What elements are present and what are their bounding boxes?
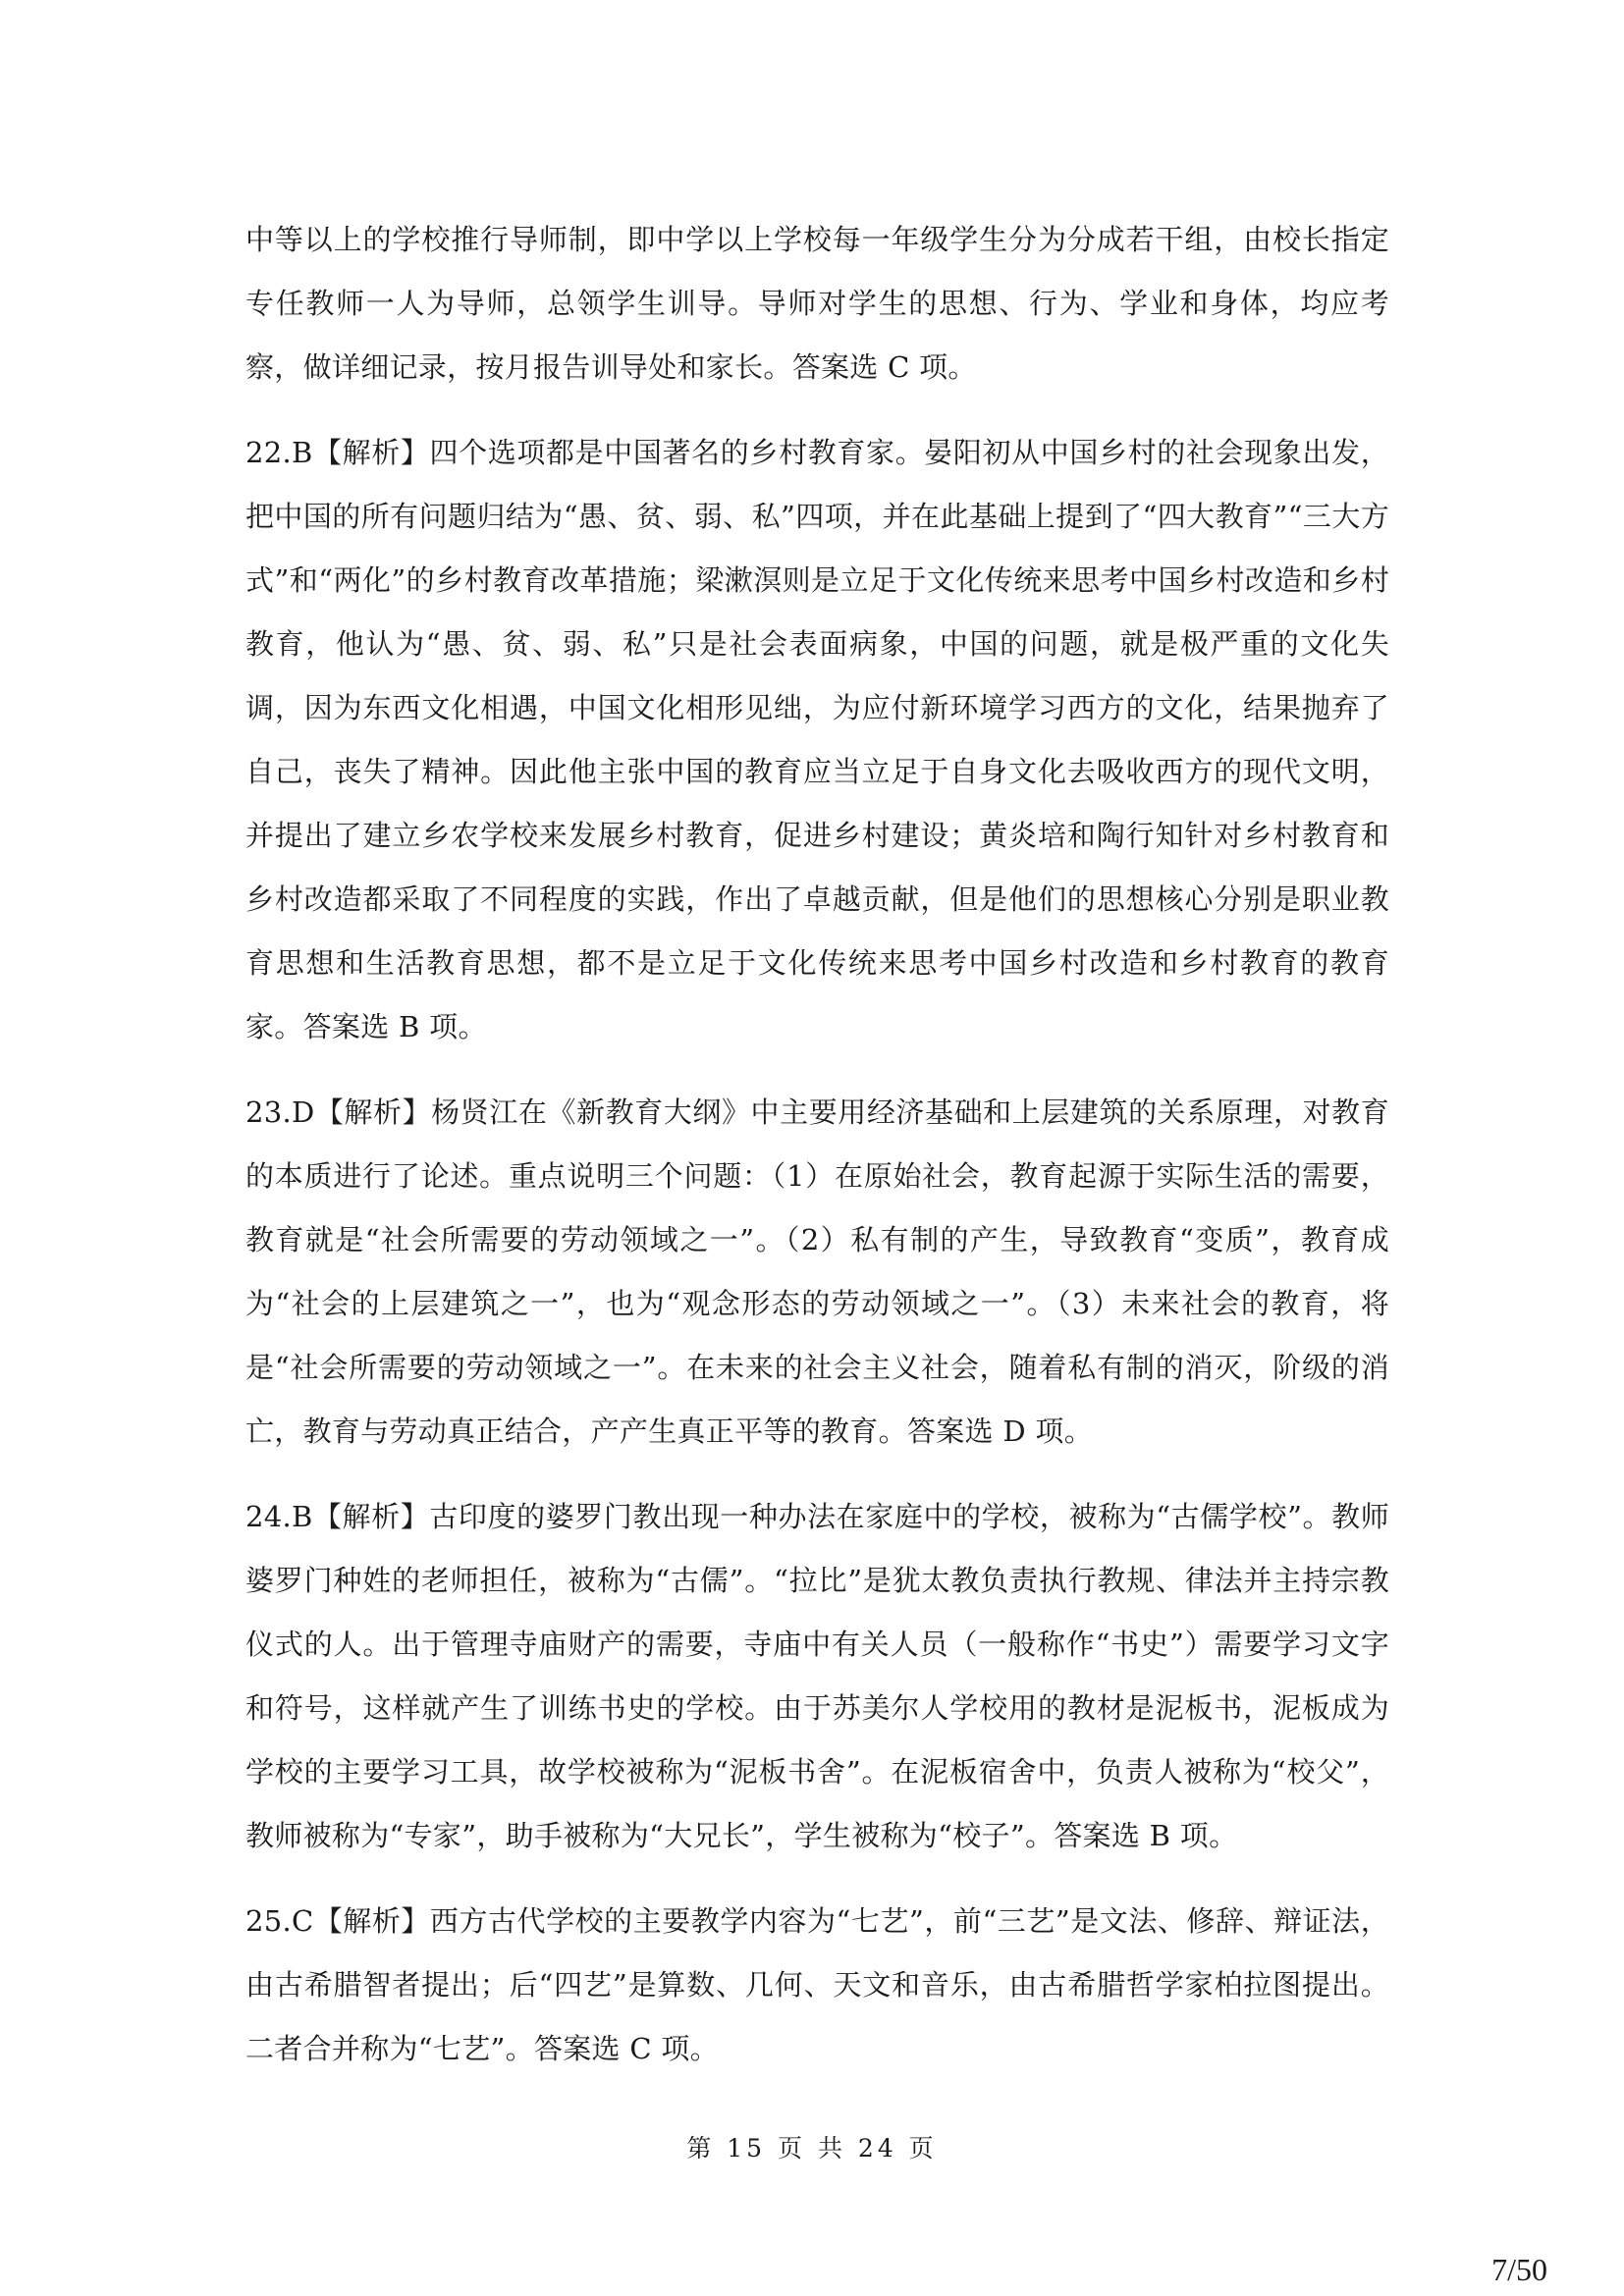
paragraph-continuation-21: 中等以上的学校推行导师制，即中学以上学校每一年级学生分为分成若干组，由校长指定专任教师一人为导师，总领学生训导。导师对学生的思想、行为、学业和身体，均应考察，做详细记录，按月报告训导处和家长。答案选 C 项。 xyxy=(245,223,1389,384)
paragraph-answer-22: 22.B【解析】四个选项都是中国著名的乡村教育家。晏阳初从中国乡村的社会现象出发，把中国的所有问题归结为“愚、贫、弱、私”四项，并在此基础上提到了“四大教育”“三大方式”和“两化”的乡村教育改革措施；梁漱溟则是立足于文化传统来思考中国乡村改造和乡村教育，他认为“愚、贫、弱、私”只是社会表面病象，中国的问题，就是极严重的文化失调，因为东西文化相遇，中国文化相形见绌，为应付新环境学习西方的文化，结果抛弃了自己，丧失了精神。因此他主张中国的教育应当立足于自身文化去吸收西方的现代文明，并提出了建立乡农学校来发展乡村教育，促进乡村建设；黄炎培和陶行知针对乡村教育和乡村改造都采取了不同程度的实践，作出了卓越贡献，但是他们的思想核心分别是职业教育思想和生活教育思想，都不是立足于文化传统来思考中国乡村改造和乡村教育的教育家。答案选 B 项。 xyxy=(245,436,1389,1043)
document-body xyxy=(245,208,1389,2103)
page-counter: 7/50 xyxy=(1491,2252,1547,2287)
paragraph-answer-25: 25.C【解析】西方古代学校的主要教学内容为“七艺”，前“三艺”是文法、修辞、辩证法，由古希腊智者提出；后“四艺”是算数、几何、天文和音乐，由古希腊哲学家柏拉图提出。二者合并称为“七艺”。答案选 C 项。 xyxy=(245,1904,1389,2065)
paragraph-answer-24: 24.B【解析】古印度的婆罗门教出现一种办法在家庭中的学校，被称为“古儒学校”。教师婆罗门种姓的老师担任，被称为“古儒”。“拉比”是犹太教负责执行教规、律法并主持宗教仪式的人。出于管理寺庙财产的需要，寺庙中有关人员（一般称作“书史”）需要学习文字和符号，这样就产生了训练书史的学校。由于苏美尔人学校用的教材是泥板书，泥板成为学校的主要学习工具，故学校被称为“泥板书舍”。在泥板宿舍中，负责人被称为“校父”，教师被称为“专家”，助手被称为“大兄长”，学生被称为“校子”。答案选 B 项。 xyxy=(245,1500,1389,1852)
paragraph-answer-23: 23.D【解析】杨贤江在《新教育大纲》中主要用经济基础和上层建筑的关系原理，对教育的本质进行了论述。重点说明三个问题：（1）在原始社会，教育起源于实际生活的需要，教育就是“社会所需要的劳动领域之一”。（2）私有制的产生，导致教育“变质”，教育成为“社会的上层建筑之一”，也为“观念形态的劳动领域之一”。（3）未来社会的教育，将是“社会所需要的劳动领域之一”。在未来的社会主义社会，随着私有制的消灭，阶级的消亡，教育与劳动真正结合，产产生真正平等的教育。答案选 D 项。 xyxy=(245,1095,1389,1448)
page-footer: 第 15 页 共 24 页 xyxy=(686,2134,938,2163)
